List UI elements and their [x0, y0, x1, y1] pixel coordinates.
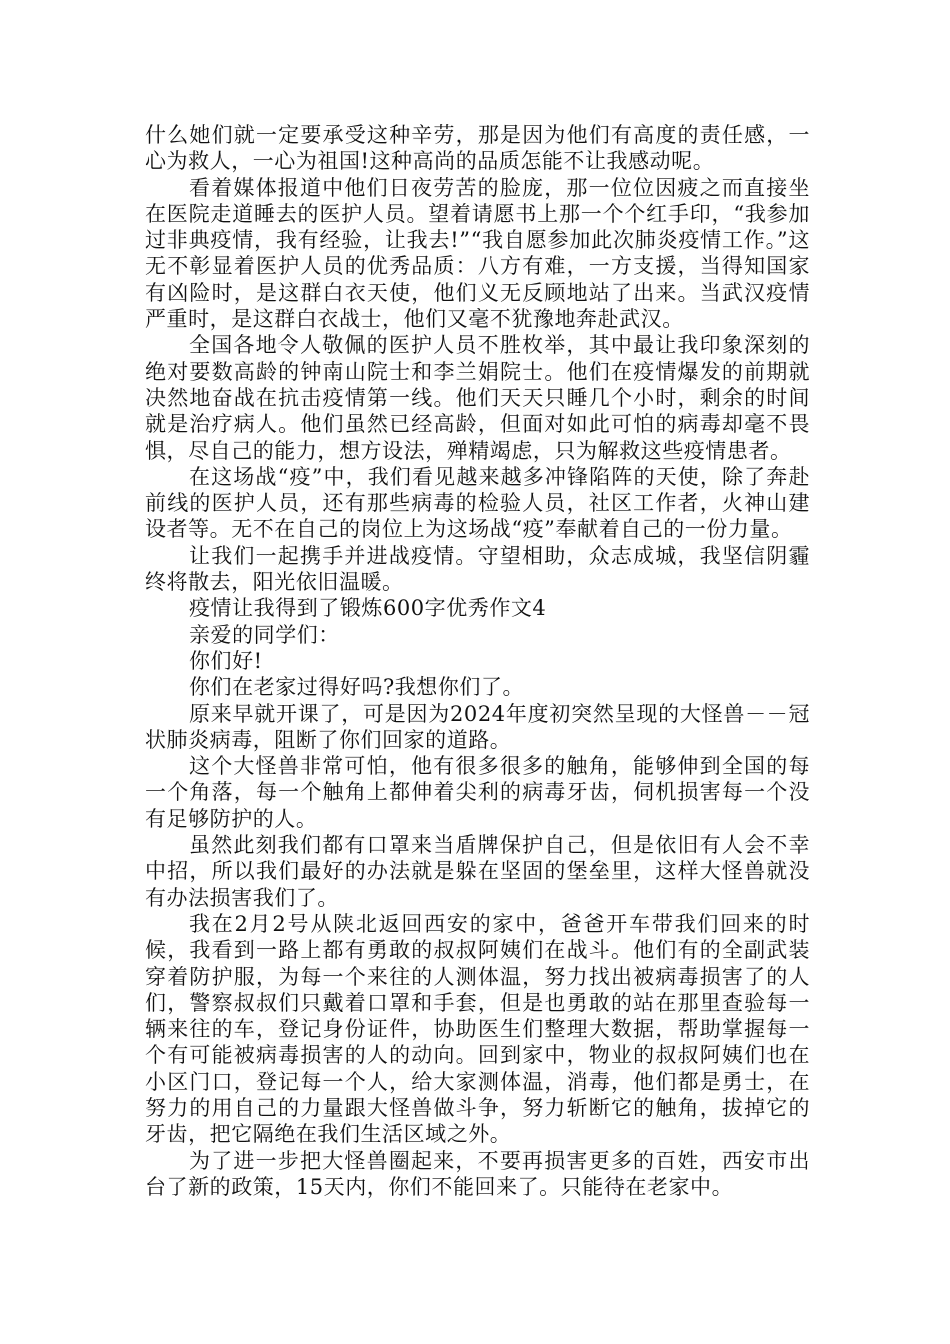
letter-greeting: 你们好! [189, 648, 263, 673]
paragraph-11: 这个大怪兽非常可怕，他有很多很多的触角，能够伸到全国的每一个角落，每一个触角上都伸着尖利的病毒牙齿，伺机损害每一个没有足够防护的人。 [145, 754, 810, 831]
paragraph-1: 什么她们就一定要承受这种辛劳，那是因为他们有高度的责任感，一心为救人，一心为祖国!这种高尚的品质怎能不让我感动呢。 [145, 123, 810, 174]
paragraph-2: 看着媒体报道中他们日夜劳苦的脸庞，那一位位因疲之而直接坐在医院走道睡去的医护人员。望着请愿书上那一个个红手印，“我参加过非典疫情，我有经验，让我去!”“我自愿参加此次肺炎疫情工作。”这无不彰显着医护人员的优秀品质：八方有难，一方支援，当得知国家有凶险时，是这群白衣天使，他们义无反顾地站了出来。当武汉疫情严重时，是这群白衣战士，他们又毫不犹豫地奔赴武汉。 [145, 175, 810, 332]
paragraph-3: 全国各地令人敬佩的医护人员不胜枚举，其中最让我印象深刻的绝对要数高龄的钟南山院士和李兰娟院士。他们在疫情爆发的前期就决然地奋战在抗击疫情第一线。他们天天只睡几个小时，剩余的时间就是治疗病人。他们虽然已经高龄，但面对如此可怕的病毒却毫不畏惧，尽自己的能力，想方设法，殚精竭虑，只为解救这些疫情患者。 [145, 333, 810, 463]
essay-title: 疫情让我得到了锻炼600字优秀作文4 [189, 596, 547, 621]
letter-salutation: 亲爱的同学们： [189, 622, 340, 647]
document-body [145, 122, 810, 1200]
paragraph-13: 我在2月2号从陕北返回西安的家中，爸爸开车带我们回来的时候，我看到一路上都有勇敢的叔叔阿姨们在战斗。他们有的全副武装穿着防护服，为每一个来往的人测体温，努力找出被病毒损害了的人们，警察叔叔们只戴着口罩和手套，但是也勇敢的站在那里查验每一辆来往的车，登记身份证件，协助医生们整理大数据，帮助掌握每一个有可能被病毒损害的人的动向。回到家中，物业的叔叔阿姨们也在小区门口，登记每一个人，给大家测体温，消毒，他们都是勇士，在努力的用自己的力量跟大怪兽做斗争，努力斩断它的触角，拔掉它的牙齿，把它隔绝在我们生活区域之外。 [145, 911, 810, 1147]
paragraph-9: 你们在老家过得好吗?我想你们了。 [189, 675, 525, 700]
paragraph-4: 在这场战“疫”中，我们看见越来越多冲锋陷阵的天使，除了奔赴前线的医护人员，还有那些病毒的检验人员，社区工作者，火神山建设者等。无不在自己的岗位上为这场战“疫”奉献着自己的一份力量。 [145, 464, 810, 542]
paragraph-12: 虽然此刻我们都有口罩来当盾牌保护自己，但是依旧有人会不幸中招，所以我们最好的办法就是躲在坚固的堡垒里，这样大怪兽就没有办法损害我们了。 [145, 833, 810, 910]
paragraph-14: 为了进一步把大怪兽圈起来，不要再损害更多的百姓，西安市出台了新的政策，15天内，你们不能回来了。只能待在老家中。 [145, 1148, 810, 1199]
paragraph-10: 原来早就开课了，可是因为2024年度初突然呈现的大怪兽－－冠状肺炎病毒，阻断了你们回家的道路。 [145, 701, 810, 752]
paragraph-5: 让我们一起携手并进战疫情。守望相助，众志成城，我坚信阴霾终将散去，阳光依旧温暖。 [145, 543, 810, 595]
